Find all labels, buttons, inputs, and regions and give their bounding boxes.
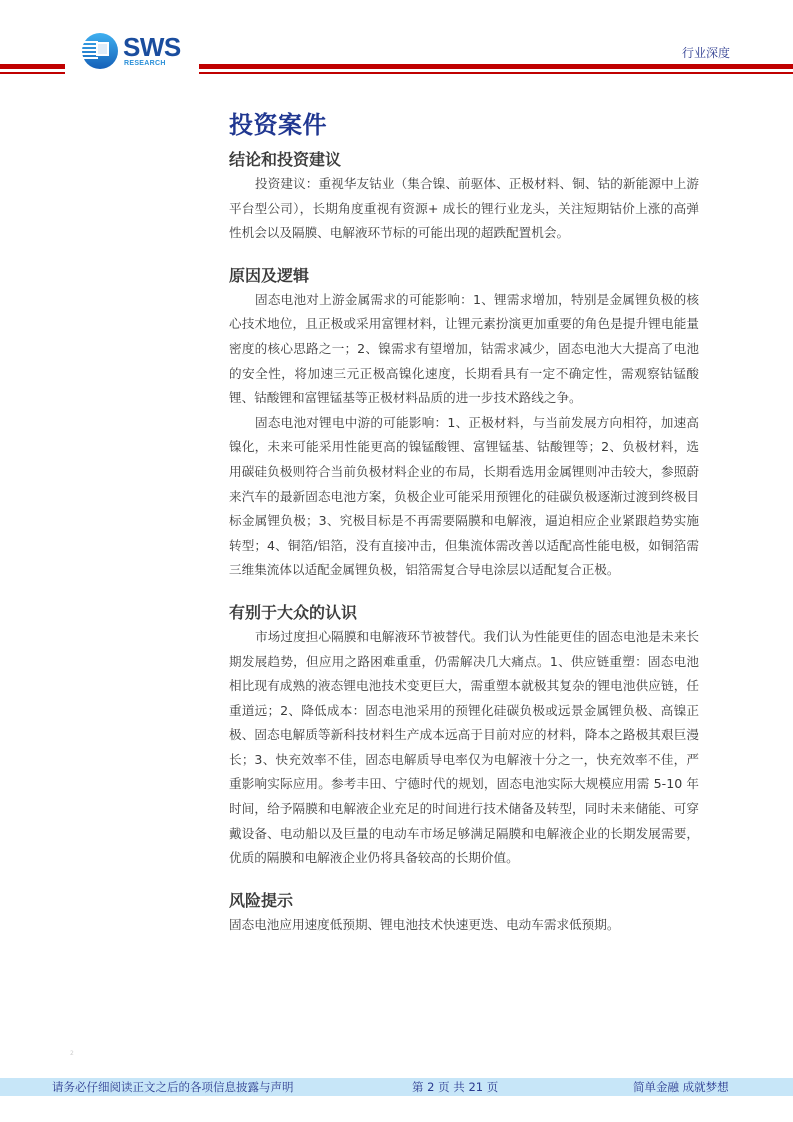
- header-rule-left-thin: [0, 72, 65, 74]
- logo-wordmark: SWS: [123, 32, 181, 62]
- paragraph: 固态电池应用速度低预期、锂电池技术快速更迭、电动车需求低预期。: [229, 916, 620, 932]
- section-differentiated-view: [229, 601, 699, 871]
- section-reasons: [229, 264, 699, 583]
- header-rule-right-thick: [199, 64, 793, 69]
- header-rule-right-thin: [199, 72, 793, 74]
- page-footer: [0, 1078, 793, 1096]
- section-title: 原因及逻辑: [229, 265, 310, 285]
- paragraph: 固态电池对锂电中游的可能影响：1、正极材料，与当前发展方向相符，加速高镍化，未来可能采用性能更高的镍锰酸锂、富锂锰基、钴酸锂等；2、负极材料，选用碳硅负极则符合当前负极材料企业的布局，长期看选用金属锂则冲击较大，参照蔚来汽车的最新固态电池方案，负极企业可能采用预锂化的硅碳负极逐渐过渡到终极目标金属锂负极；3、究极目标是不再需要隔膜和电解液，逼迫相应企业紧跟趋势实施转型；4、铜箔/铝箔，没有直接冲击，但集流体需改善以适配高性能电极，如铜箔需三维集流体以适配金属锂负极，铝箔需复合导电涂层以适配复合正极。: [229, 414, 699, 578]
- section-title: 风险提示: [229, 890, 294, 910]
- section-risks: [229, 889, 699, 938]
- sws-globe-icon: [81, 32, 119, 70]
- paragraph: 固态电池对上游金属需求的可能影响：1、锂需求增加，特别是金属锂负极的核心技术地位，且正极或采用富锂材料，让锂元素扮演更加重要的角色是提升锂电能量密度的核心思路之一；2、镍需求有望增加，钴需求减少，固态电池大大提高了电池的安全性，将加速三元正极高镍化速度，长期看具有一定不确定性，需观察钴锰酸锂、钴酸锂和富锂锰基等正极材料品质的进一步技术路线之争。: [229, 291, 699, 406]
- section-conclusion: [229, 148, 699, 246]
- main-content: [229, 108, 699, 955]
- report-category-tag: 行业深度: [681, 46, 730, 60]
- paragraph: 市场过度担心隔膜和电解液环节被替代。我们认为性能更佳的固态电池是未来长期发展趋势，但应用之路困难重重，仍需解决几大痛点。1、供应链重塑：固态电池相比现有成熟的液态锂电池技术变更巨大，需重塑本就极其复杂的锂电池供应链，任重道远；2、降低成本：固态电池采用的预锂化硅碳负极或远景金属锂负极、高镍正极、固态电解质等新科技材料生产成本远高于目前对应的材料，降本之路极其艰巨漫长；3、快充效率不佳，固态电解质导电率仅为电解液十分之一，快充效率不佳，严重影响实际应用。参考丰田、宁德时代的规划，固态电池实际大规模应用需 5-10 年时间，给予隔膜和电解液企业充足的时间进行技术储备及转型，同时未来储能、可穿戴设备、电动船以及巨量的电动车市场足够满足隔膜和电解液企业的长期发展需要，优质的隔膜和电解液企业仍将具备较高的长期价值。: [229, 628, 699, 866]
- page-header: [0, 0, 793, 90]
- page-mark: 2: [70, 1050, 74, 1057]
- header-rule-left-thick: [0, 64, 65, 69]
- logo-subtitle: RESEARCH: [124, 60, 166, 67]
- section-title: 结论和投资建议: [229, 150, 342, 169]
- section-title: 有别于大众的认识: [229, 602, 358, 622]
- footer-disclaimer: 请务必仔细阅读正文之后的各项信息披露与声明: [52, 1080, 294, 1094]
- sws-research-logo: [81, 32, 191, 74]
- page-title: 投资案件: [229, 111, 327, 139]
- footer-page-info: 第 2 页 共 21 页: [412, 1080, 499, 1094]
- footer-slogan: 简单金融 成就梦想: [633, 1080, 729, 1094]
- paragraph: 投资建议：重视华友钴业（集合镍、前驱体、正极材料、铜、钴的新能源中上游平台型公司），长期角度重视有资源+ 成长的锂行业龙头，关注短期钴价上涨的高弹性机会以及隔膜、电解液环节标的可能出现的超跌配置机会。: [229, 176, 699, 241]
